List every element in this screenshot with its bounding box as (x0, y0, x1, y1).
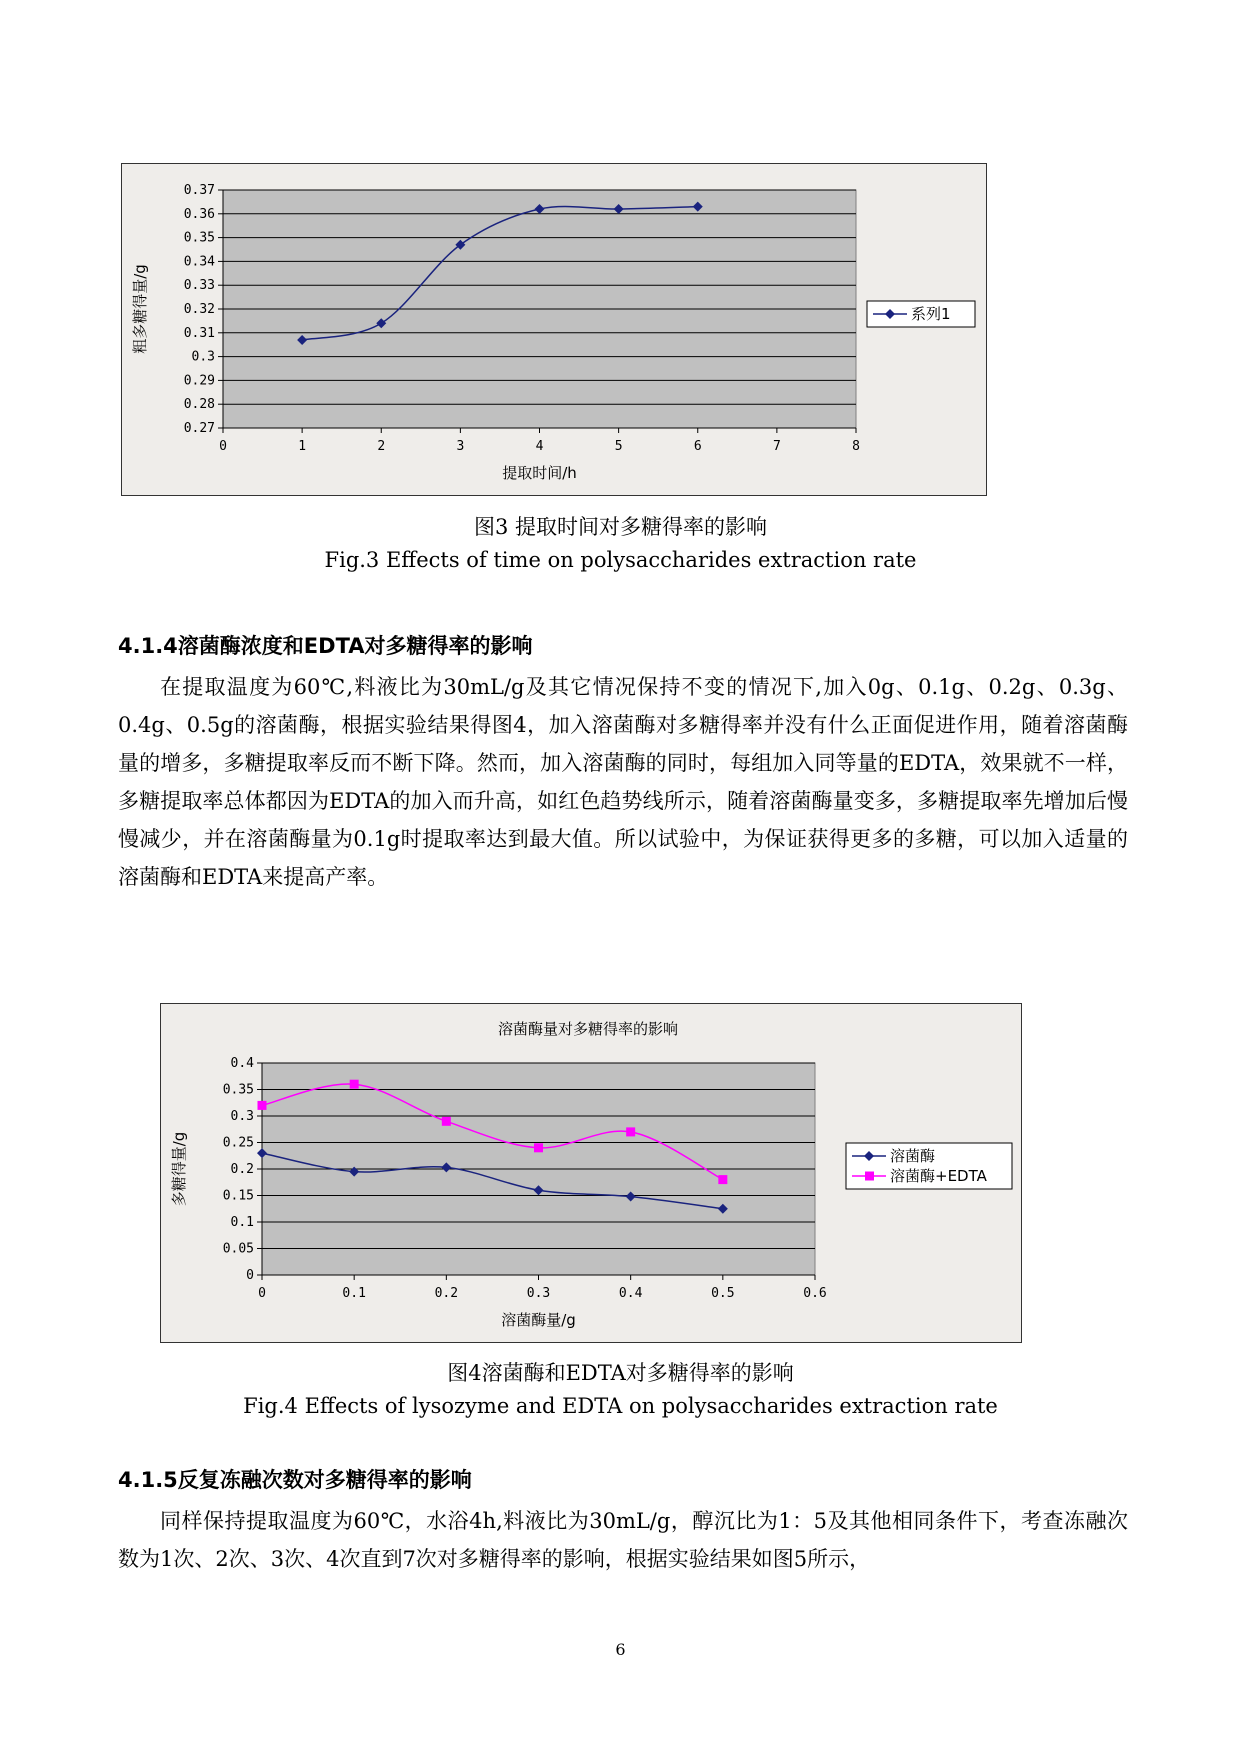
x-axis-title: 提取时间/h (502, 464, 577, 482)
y-tick-label: 0.3 (191, 349, 215, 365)
fig3-chart-svg (122, 164, 988, 497)
y-tick-label: 0.2 (230, 1162, 254, 1177)
fig3-caption-cn: 图3 提取时间对多糖得率的影响 (473, 515, 768, 539)
y-tick-label: 0.05 (222, 1241, 254, 1257)
y-tick-label: 0.1 (230, 1215, 254, 1230)
y-tick-label: 0.35 (222, 1082, 254, 1098)
data-point (534, 1143, 543, 1152)
y-tick-label: 0 (246, 1268, 254, 1283)
x-tick-label: 0.2 (434, 1286, 459, 1301)
y-axis-title: 多糖得量/g (170, 1131, 188, 1207)
x-tick-label: 6 (693, 439, 702, 454)
section-414-heading: 4.1.4溶菌酶浓度和EDTA对多糖得率的影响 (118, 634, 533, 658)
x-tick-label: 8 (852, 439, 860, 454)
data-point (718, 1175, 727, 1184)
y-tick-label: 0.25 (222, 1135, 254, 1151)
y-tick-label: 0.28 (183, 397, 215, 413)
section-414-text: 在提取温度为60℃,料液比为30mL/g及其它情况保持不变的情况下,加入0g、0.1g、0.2g、0.3g、0.4g、0.5g的溶菌酶，根据实验结果得图4，加入溶菌酶对多糖得率并没有什么正面促进作用，随着溶菌酶量的增多，多糖提取率反而不断下降。然而，加入溶菌酶的同时，每组加入同等量的EDTA，效果就不一样，多糖提取率总体都因为EDTA的加入而升高，如红色趋势线所示，随着溶菌酶量变多，多糖提取率先增加后慢慢减少，并在溶菌酶量为0.1g时提取率达到最大值。所以试验中，为保证获得更多的多糖，可以加入适量的溶菌酶和EDTA来提高产率。 (118, 675, 1128, 889)
y-tick-label: 0.36 (183, 206, 215, 222)
x-tick-label: 0.5 (711, 1286, 735, 1301)
x-tick-label: 0.4 (618, 1286, 643, 1301)
x-tick-label: 0 (258, 1286, 266, 1301)
page-number: 6 (615, 1640, 626, 1659)
chart-title: 溶菌酶量对多糖得率的影响 (497, 1020, 679, 1038)
y-tick-label: 0.15 (222, 1188, 254, 1204)
x-tick-label: 5 (614, 439, 623, 454)
fig4-chart (160, 1003, 1022, 1343)
y-tick-label: 0.29 (183, 373, 215, 389)
x-tick-label: 7 (772, 439, 781, 454)
legend-label: 溶菌酶 (890, 1147, 936, 1165)
y-tick-label: 0.35 (183, 230, 215, 246)
y-tick-label: 0.3 (230, 1109, 254, 1124)
legend-label: 溶菌酶+EDTA (890, 1167, 987, 1185)
section-415-heading: 4.1.5反复冻融次数对多糖得率的影响 (118, 1468, 472, 1492)
x-tick-label: 3 (456, 439, 465, 454)
legend-marker (865, 1172, 874, 1181)
data-point (626, 1127, 635, 1136)
x-tick-label: 1 (298, 439, 307, 454)
y-tick-label: 0.27 (183, 421, 215, 436)
legend-label: 系列1 (911, 305, 951, 323)
fig4-caption-en: Fig.4 Effects of lysozyme and EDTA on polysaccharides extraction rate (243, 1394, 998, 1418)
x-tick-label: 0.1 (342, 1286, 366, 1301)
x-tick-label: 0.6 (803, 1286, 827, 1301)
x-axis-title: 溶菌酶量/g (501, 1311, 576, 1329)
y-tick-label: 0.33 (183, 278, 215, 294)
data-point (258, 1101, 267, 1110)
y-tick-label: 0.37 (183, 183, 215, 198)
x-tick-label: 2 (377, 439, 386, 454)
data-point (442, 1117, 451, 1126)
y-tick-label: 0.32 (183, 302, 215, 317)
fig4-chart-svg (161, 1004, 1023, 1344)
y-tick-label: 0.34 (183, 254, 215, 270)
x-tick-label: 0 (219, 439, 227, 454)
x-tick-label: 0.3 (526, 1286, 551, 1301)
fig3-chart (121, 163, 987, 496)
y-tick-label: 0.4 (230, 1056, 254, 1071)
y-tick-label: 0.31 (183, 325, 215, 341)
x-tick-label: 4 (535, 439, 544, 454)
section-415-text: 同样保持提取温度为60℃，水浴4h,料液比为30mL/g，醇沉比为1：5及其他相同条件下，考查冻融次数为1次、2次、3次、4次直到7次对多糖得率的影响，根据实验结果如图5所示， (118, 1509, 1128, 1571)
fig3-caption-en: Fig.3 Effects of time on polysaccharides extraction rate (324, 548, 917, 572)
fig4-caption-cn: 图4溶菌酶和EDTA对多糖得率的影响 (447, 1361, 794, 1385)
y-axis-title: 粗多糖得量/g (131, 264, 149, 354)
data-point (350, 1080, 359, 1089)
